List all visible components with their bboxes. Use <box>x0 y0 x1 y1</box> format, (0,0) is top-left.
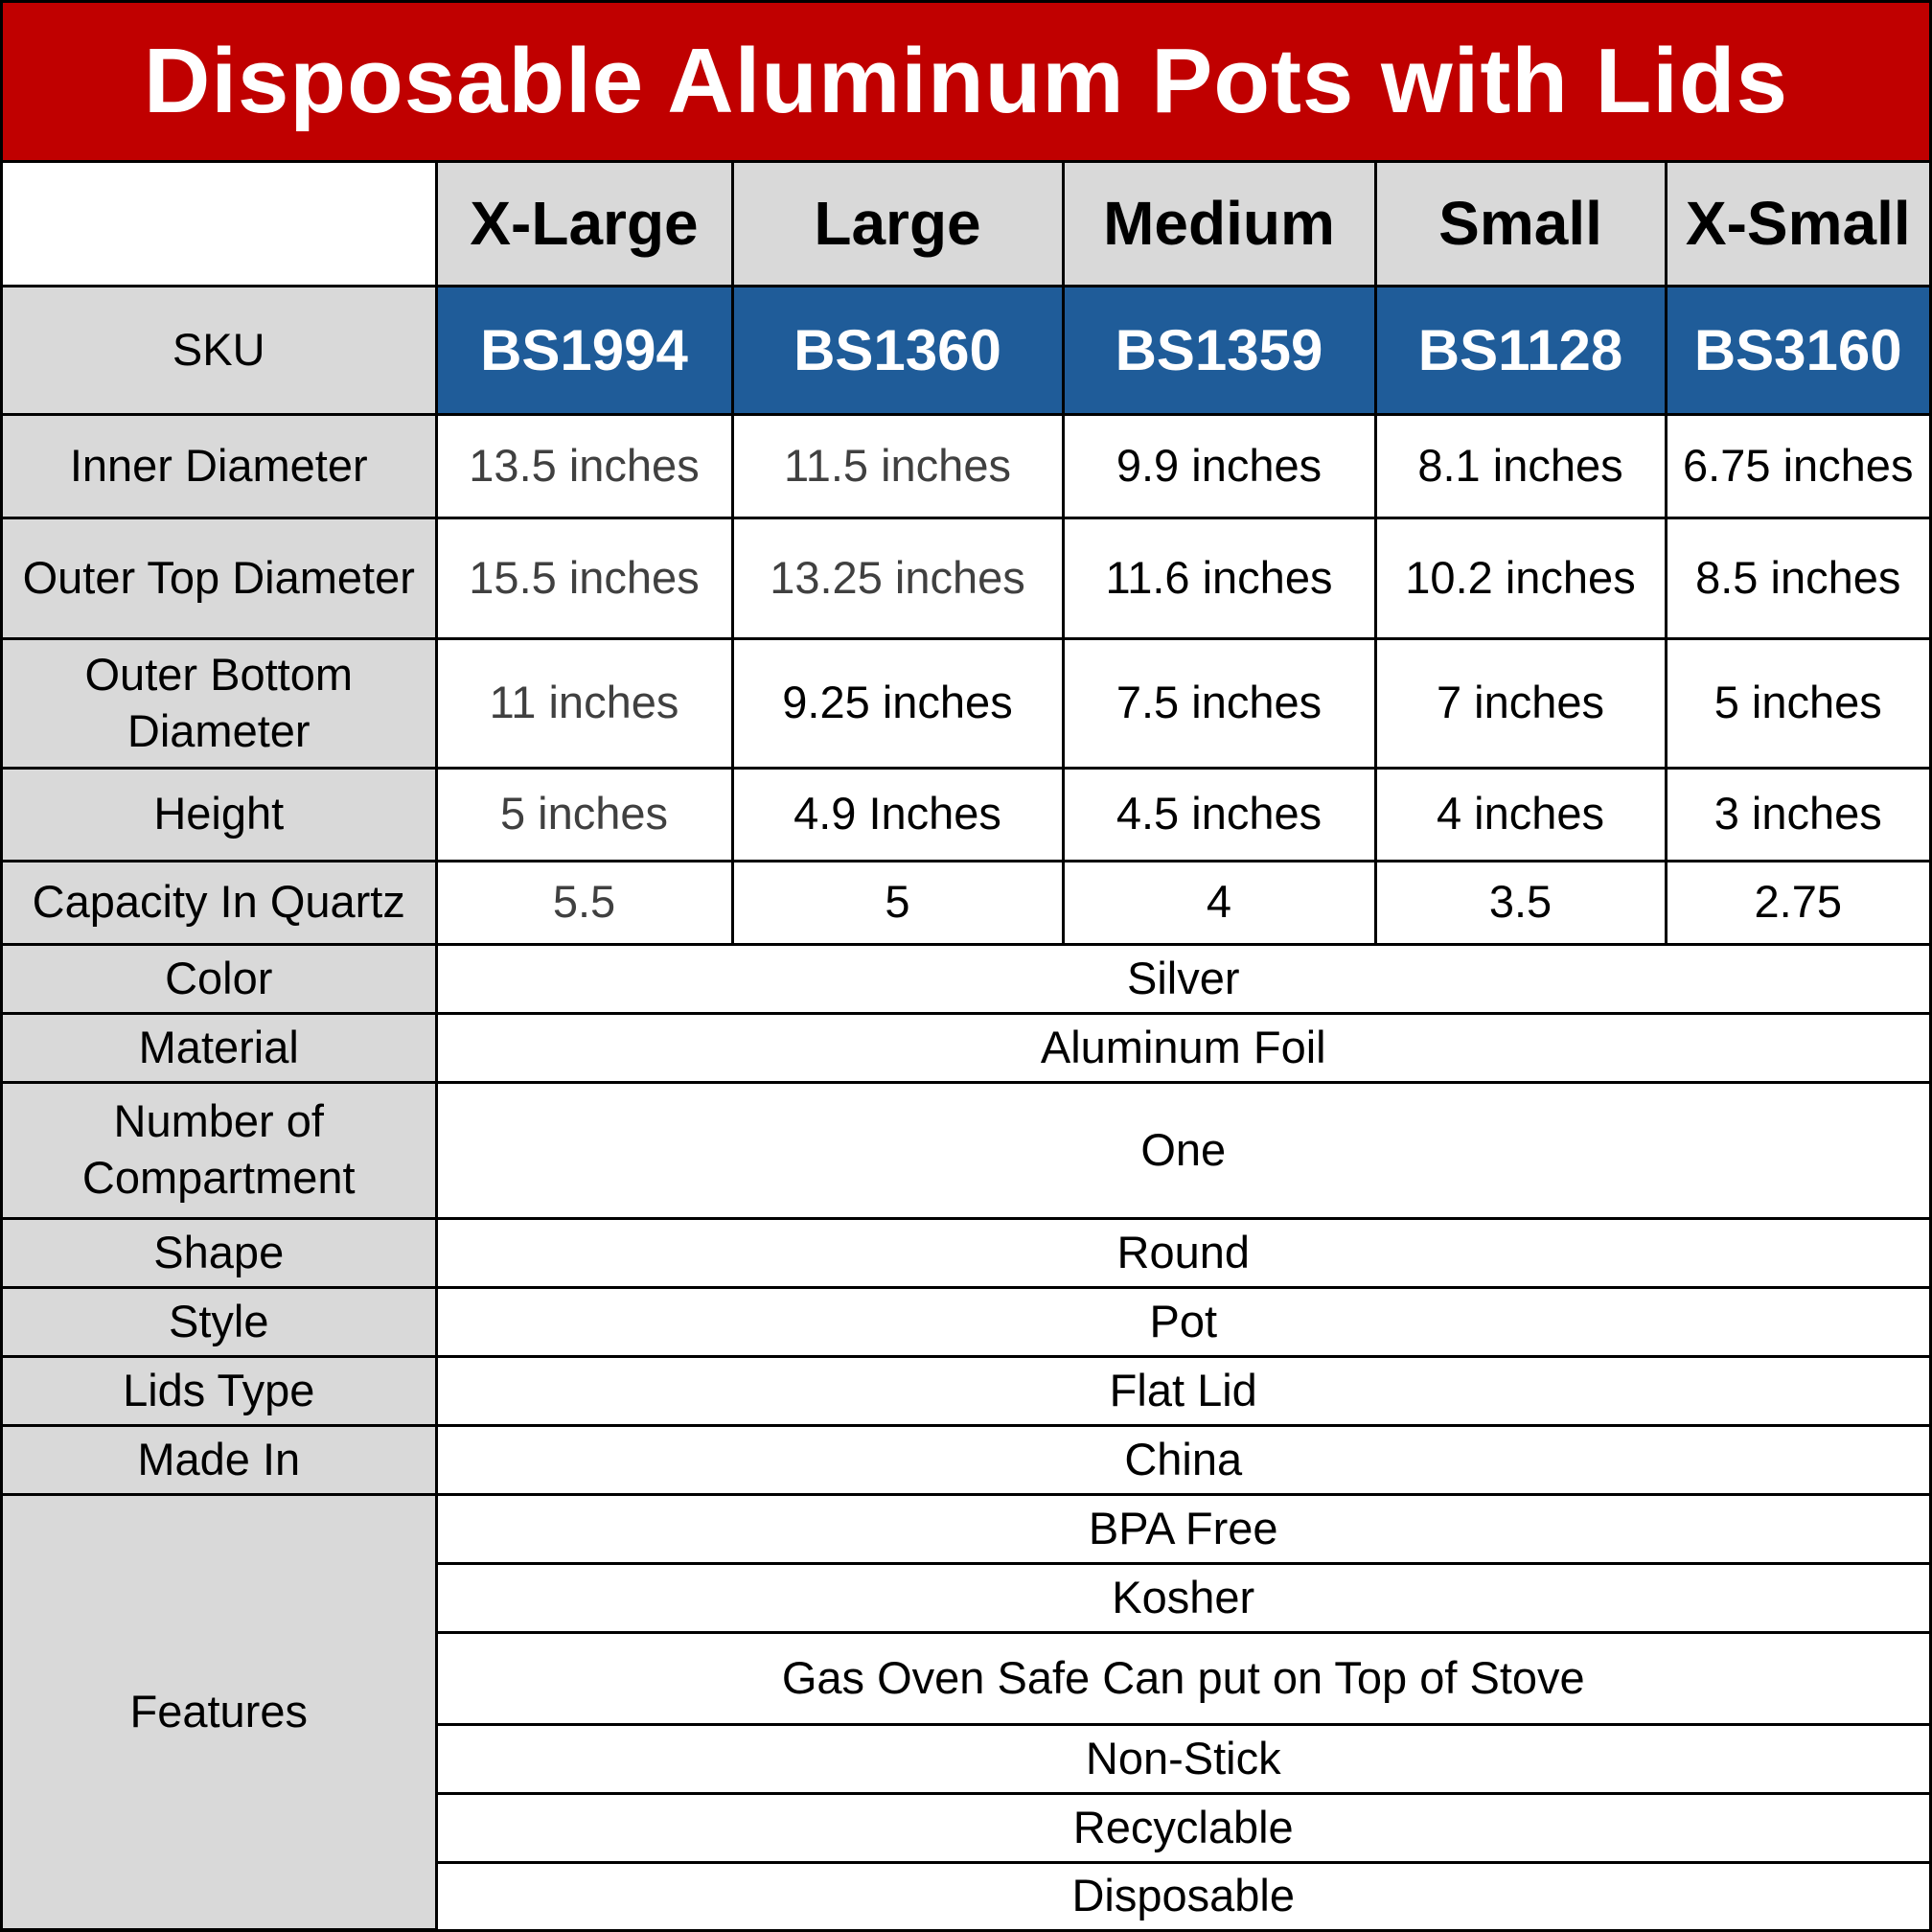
capacity-row <box>3 861 1929 944</box>
feature-item: Gas Oven Safe Can put on Top of Stove <box>436 1632 1929 1724</box>
feature-item: Disposable <box>436 1862 1929 1929</box>
page-title: Disposable Aluminum Pots with Lids <box>144 30 1788 132</box>
lids-type-value: Flat Lid <box>436 1356 1929 1425</box>
inner-diameter-value: 11.5 inches <box>732 414 1063 518</box>
color-value: Silver <box>436 944 1929 1013</box>
size-header-row <box>3 163 1929 286</box>
outer-top-diameter-value: 11.6 inches <box>1063 518 1375 638</box>
row-label-made-in: Made In <box>3 1425 436 1494</box>
size-header: Medium <box>1063 163 1375 286</box>
outer-bottom-diameter-value: 7.5 inches <box>1063 638 1375 768</box>
capacity-value: 2.75 <box>1666 861 1929 944</box>
material-value: Aluminum Foil <box>436 1013 1929 1082</box>
row-label-features: Features <box>3 1494 436 1929</box>
height-value: 4.9 Inches <box>732 768 1063 861</box>
sku-value: BS1360 <box>732 286 1063 414</box>
row-label-compartments <box>3 1082 436 1218</box>
row-label-sku: SKU <box>3 286 436 414</box>
feature-item: Kosher <box>436 1563 1929 1632</box>
size-header: X-Small <box>1666 163 1929 286</box>
inner-diameter-row <box>3 414 1929 518</box>
feature-item: BPA Free <box>436 1494 1929 1563</box>
row-label-inner-diameter: Inner Diameter <box>3 414 436 518</box>
color-row <box>3 944 1929 1013</box>
sku-value: BS1128 <box>1375 286 1666 414</box>
outer-bottom-diameter-value: 11 inches <box>436 638 732 768</box>
sku-value: BS3160 <box>1666 286 1929 414</box>
outer-bottom-diameter-value: 9.25 inches <box>732 638 1063 768</box>
row-label-material: Material <box>3 1013 436 1082</box>
row-label-line: Diameter <box>126 704 310 756</box>
size-header: X-Large <box>436 163 732 286</box>
material-row <box>3 1013 1929 1082</box>
height-value: 4.5 inches <box>1063 768 1375 861</box>
outer-top-diameter-row <box>3 518 1929 638</box>
title-banner <box>3 3 1929 163</box>
row-label-line: Outer Bottom <box>84 648 353 700</box>
sku-value: BS1994 <box>436 286 732 414</box>
sku-value: BS1359 <box>1063 286 1375 414</box>
capacity-value: 3.5 <box>1375 861 1666 944</box>
outer-bottom-diameter-value: 5 inches <box>1666 638 1929 768</box>
inner-diameter-value: 8.1 inches <box>1375 414 1666 518</box>
row-label-color: Color <box>3 944 436 1013</box>
capacity-value: 5.5 <box>436 861 732 944</box>
outer-top-diameter-value: 13.25 inches <box>732 518 1063 638</box>
made-in-row <box>3 1425 1929 1494</box>
shape-row <box>3 1218 1929 1287</box>
outer-top-diameter-value: 8.5 inches <box>1666 518 1929 638</box>
height-value: 5 inches <box>436 768 732 861</box>
height-value: 4 inches <box>1375 768 1666 861</box>
shape-value: Round <box>436 1218 1929 1287</box>
outer-top-diameter-value: 10.2 inches <box>1375 518 1666 638</box>
size-header: Large <box>732 163 1063 286</box>
made-in-value: China <box>436 1425 1929 1494</box>
outer-bottom-diameter-row <box>3 638 1929 768</box>
height-value: 3 inches <box>1666 768 1929 861</box>
style-value: Pot <box>436 1287 1929 1356</box>
row-label-lids-type: Lids Type <box>3 1356 436 1425</box>
compartments-value: One <box>436 1082 1929 1218</box>
feature-item: Recyclable <box>436 1793 1929 1862</box>
outer-bottom-diameter-value: 7 inches <box>1375 638 1666 768</box>
row-label-shape: Shape <box>3 1218 436 1287</box>
row-label-height: Height <box>3 768 436 861</box>
capacity-value: 4 <box>1063 861 1375 944</box>
height-row <box>3 768 1929 861</box>
feature-item: Non-Stick <box>436 1724 1929 1793</box>
corner-cell <box>3 163 436 286</box>
row-label-line: Compartment <box>81 1152 356 1203</box>
capacity-value: 5 <box>732 861 1063 944</box>
style-row <box>3 1287 1929 1356</box>
row-label-line: Number of <box>113 1095 324 1147</box>
row-label-outer-top-diameter: Outer Top Diameter <box>3 518 436 638</box>
features-row <box>3 1494 1929 1563</box>
inner-diameter-value: 13.5 inches <box>436 414 732 518</box>
sku-row <box>3 286 1929 414</box>
size-header: Small <box>1375 163 1666 286</box>
row-label-capacity: Capacity In Quartz <box>3 861 436 944</box>
row-label-style: Style <box>3 1287 436 1356</box>
inner-diameter-value: 9.9 inches <box>1063 414 1375 518</box>
compartments-row <box>3 1082 1929 1218</box>
lids-type-row <box>3 1356 1929 1425</box>
spec-table <box>3 163 1929 1931</box>
row-label-outer-bottom-diameter <box>3 638 436 768</box>
inner-diameter-value: 6.75 inches <box>1666 414 1929 518</box>
outer-top-diameter-value: 15.5 inches <box>436 518 732 638</box>
